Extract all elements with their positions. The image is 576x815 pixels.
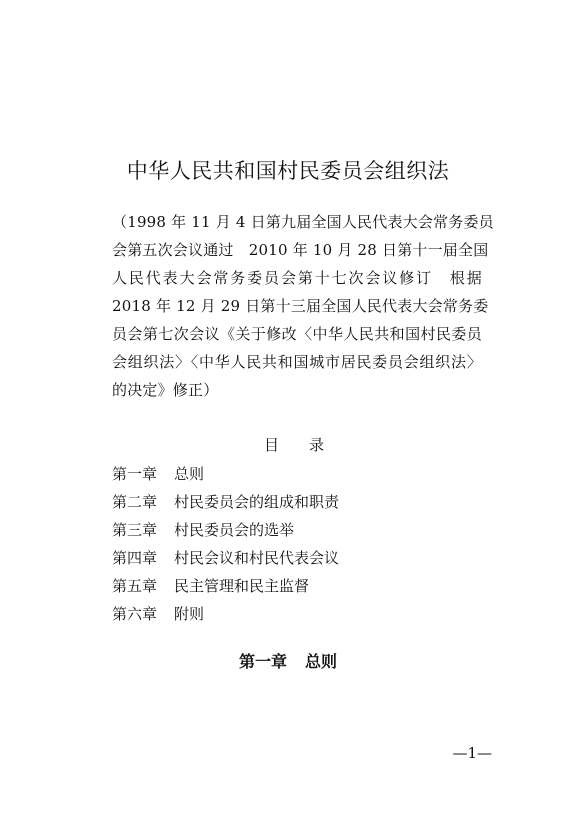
enactment-note-line: 的决定》修正）: [112, 381, 219, 399]
law-title: 中华人民共和国村民委员会组织法: [126, 159, 450, 183]
table-of-contents-heading: 目录: [264, 436, 355, 454]
enactment-note-line: 员会第七次会议《关于修改〈中华人民共和国村民委员: [112, 325, 482, 343]
toc-item: [112, 516, 472, 544]
toc-chapter-title: 村民委员会的组成和职责: [174, 493, 340, 511]
toc-chapter-title: 总则: [174, 465, 205, 483]
enactment-note-line: 会第五次会议通过 2010 年 10 月 28 日第十一届全国: [112, 241, 489, 259]
toc-chapter-title: 附则: [174, 605, 205, 623]
chapter-heading-title: 总则: [305, 652, 338, 671]
toc-item: [112, 488, 472, 516]
toc-chapter-number: 第三章: [112, 521, 158, 539]
toc-chapter-number: 第五章: [112, 577, 158, 595]
enactment-note-line: 人民代表大会常务委员会第十七次会议修订 根据: [112, 269, 482, 287]
enactment-note: [112, 208, 494, 404]
toc-chapter-title: 村民委员会的选举: [174, 521, 295, 539]
page-number: —1—: [452, 744, 492, 762]
chapter-heading: [0, 649, 576, 675]
toc-chapter-number: 第一章: [112, 465, 158, 483]
enactment-note-line: 2018 年 12 月 29 日第十三届全国人民代表大会常务委: [112, 297, 489, 315]
table-of-contents: [112, 460, 472, 628]
toc-chapter-number: 第四章: [112, 549, 158, 567]
toc-chapter-number: 第六章: [112, 605, 158, 623]
chapter-heading-number: 第一章: [238, 652, 287, 671]
enactment-note-line: 会组织法〉〈中华人民共和国城市居民委员会组织法〉: [112, 353, 482, 371]
toc-item: [112, 544, 472, 572]
toc-chapter-title: 村民会议和村民代表会议: [174, 549, 340, 567]
toc-item: [112, 600, 472, 628]
enactment-note-line: （1998 年 11 月 4 日第九届全国人民代表大会常务委员: [112, 213, 494, 231]
toc-chapter-number: 第二章: [112, 493, 158, 511]
toc-item: [112, 460, 472, 488]
toc-item: [112, 572, 472, 600]
toc-chapter-title: 民主管理和民主监督: [174, 577, 310, 595]
